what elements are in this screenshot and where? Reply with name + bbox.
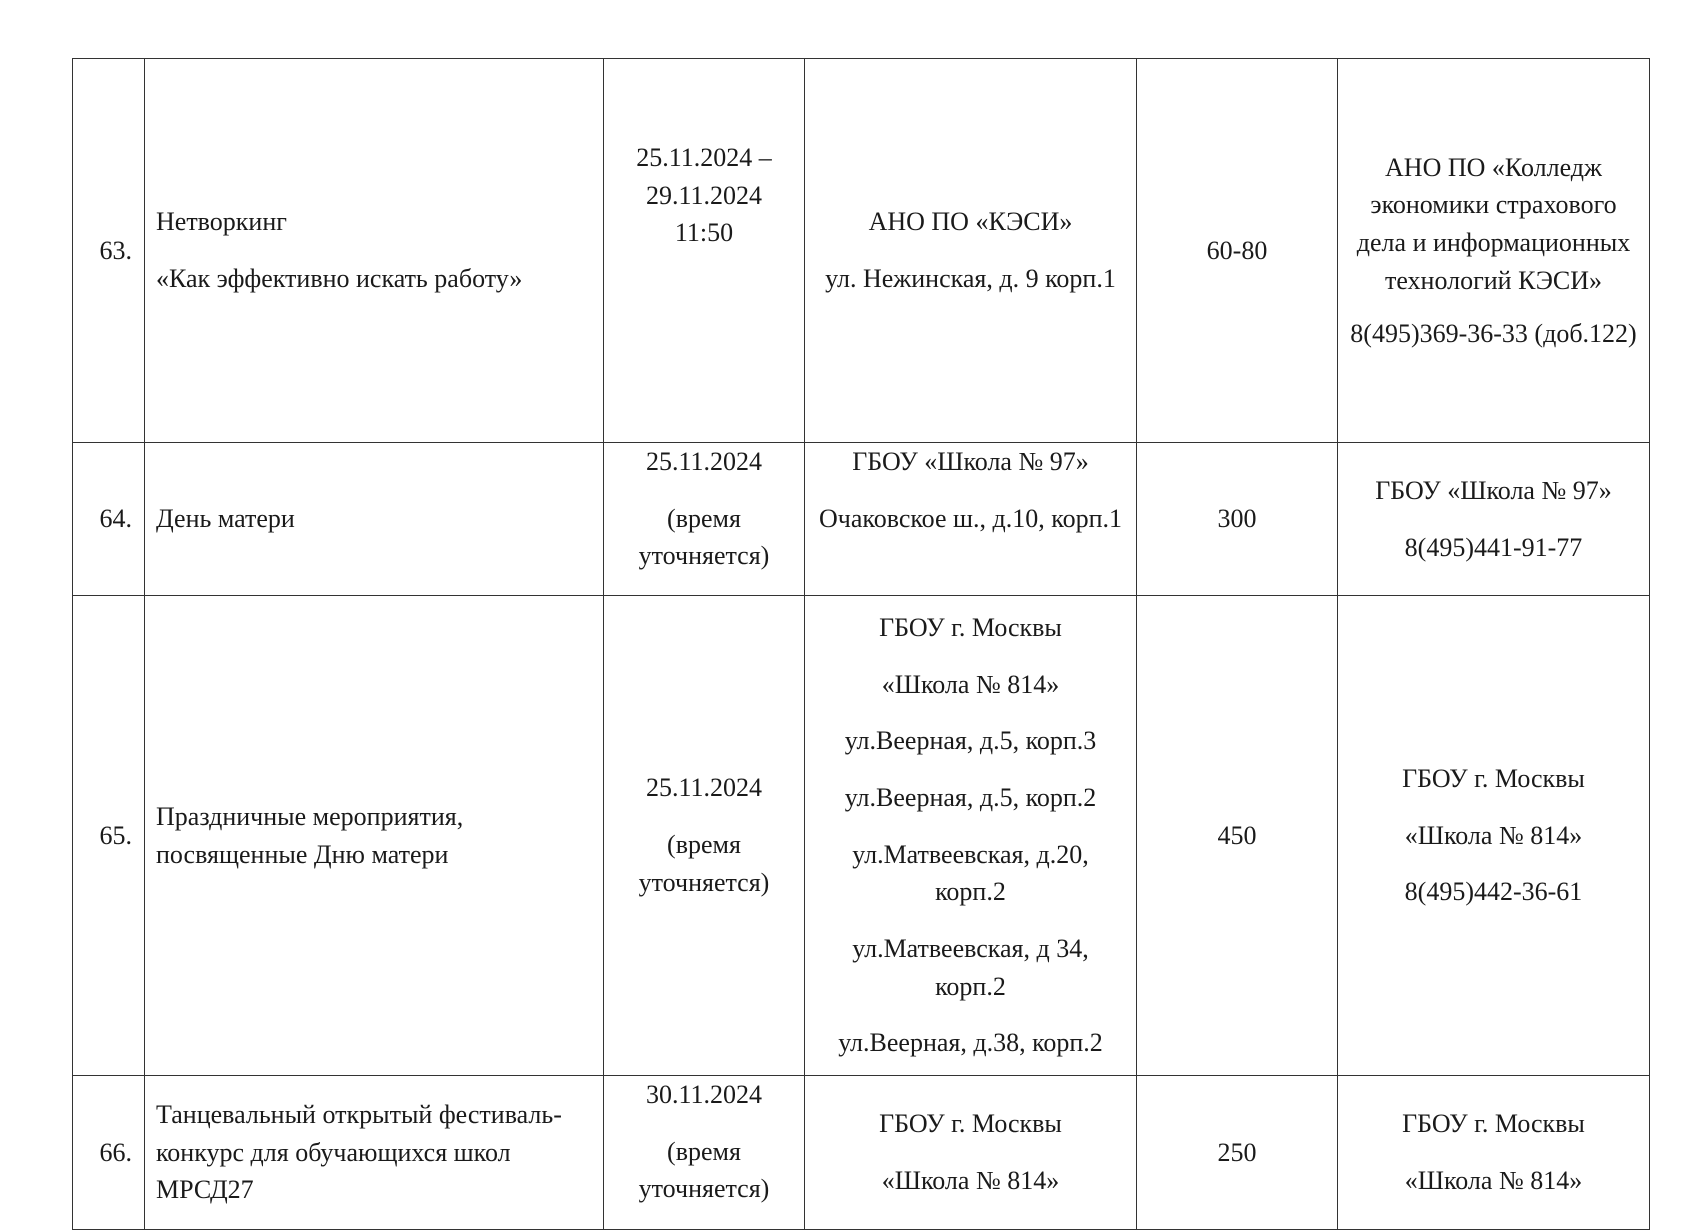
row-number: 64.	[73, 443, 145, 596]
organizer-line: ГБОУ г. Москвы	[1402, 763, 1585, 793]
events-table	[72, 58, 1650, 1230]
event-name: Танцевальный открытый фестиваль-конкурс для обучающихся школ МРСД27	[156, 1099, 562, 1205]
event-name-cell	[145, 443, 604, 596]
row-number: 66.	[73, 1076, 145, 1230]
organizer-cell	[1338, 443, 1650, 596]
event-name: День матери	[156, 504, 295, 534]
table-row	[73, 59, 1650, 443]
event-date: 25.11.2024 – 29.11.2024 11:50	[636, 143, 772, 248]
participants-count: 450	[1137, 596, 1338, 1076]
table-row	[73, 596, 1650, 1076]
event-date: 25.11.2024	[645, 773, 763, 803]
organizer-phone: 8(495)369-36-33 (доб.122)	[1350, 318, 1637, 348]
event-date-cell	[604, 596, 805, 1076]
event-name: Нетворкинг	[156, 207, 287, 237]
event-venue-cell	[805, 443, 1137, 596]
participants-count: 300	[1137, 443, 1338, 596]
table-row	[73, 443, 1650, 596]
organizer-cell	[1338, 1076, 1650, 1230]
organizer-line: АНО ПО «Колледж экономики страхового дела и информационных технологий КЭСИ»	[1356, 152, 1631, 295]
venue-address: ул.Веерная, д.5, корп.2	[844, 782, 1097, 812]
venue-line: ГБОУ г. Москвы	[879, 612, 1062, 642]
event-date: 25.11.2024	[645, 447, 763, 476]
venue-address: ул.Веерная, д.38, корп.2	[838, 1028, 1103, 1058]
venue-line: ул. Нежинская, д. 9 корп.1	[825, 264, 1116, 293]
venue-line: АНО ПО «КЭСИ»	[868, 207, 1073, 237]
event-time-note: (время уточняется)	[638, 503, 770, 571]
event-name-cell	[145, 59, 604, 443]
event-venue-cell	[805, 59, 1137, 443]
row-number: 65.	[73, 596, 145, 1076]
event-name: «Как эффективно искать работу»	[156, 264, 523, 293]
participants-count: 250	[1137, 1076, 1338, 1230]
table-row	[73, 1076, 1650, 1230]
venue-address: ул.Матвеевская, д 34, корп.2	[852, 934, 1089, 1001]
event-date-cell	[604, 1076, 805, 1230]
organizer-line: «Школа № 814»	[1404, 820, 1583, 850]
venue-line: ГБОУ «Школа № 97»	[852, 447, 1089, 476]
event-venue-cell	[805, 1076, 1137, 1230]
venue-line: Очаковское ш., д.10, корп.1	[818, 503, 1122, 533]
organizer-line: ГБОУ г. Москвы	[1402, 1109, 1585, 1139]
participants-count: 60-80	[1137, 59, 1338, 443]
event-date-cell	[604, 59, 805, 443]
event-date-cell	[604, 443, 805, 596]
event-name-cell	[145, 1076, 604, 1230]
organizer-cell	[1338, 596, 1650, 1076]
organizer-cell	[1338, 59, 1650, 443]
venue-line: «Школа № 814»	[881, 669, 1060, 699]
venue-address: ул.Веерная, д.5, корп.3	[844, 726, 1097, 756]
row-number: 63.	[73, 59, 145, 443]
venue-line: «Школа № 814»	[881, 1166, 1060, 1195]
venue-line: ГБОУ г. Москвы	[879, 1109, 1062, 1139]
event-time-note: (время уточняется)	[638, 830, 770, 897]
event-time-note: (время уточняется)	[638, 1136, 770, 1204]
event-name: Праздничные мероприятия, посвященные Дню матери	[156, 801, 464, 869]
event-venue-cell	[805, 596, 1137, 1076]
event-date: 30.11.2024	[645, 1080, 763, 1109]
organizer-phone: 8(495)441-91-77	[1404, 532, 1583, 562]
organizer-phone: 8(495)442-36-61	[1404, 877, 1583, 907]
event-name-cell	[145, 596, 604, 1076]
venue-address: ул.Матвеевская, д.20, корп.2	[852, 839, 1089, 907]
organizer-line: «Школа № 814»	[1404, 1166, 1583, 1195]
organizer-line: ГБОУ «Школа № 97»	[1375, 475, 1612, 505]
